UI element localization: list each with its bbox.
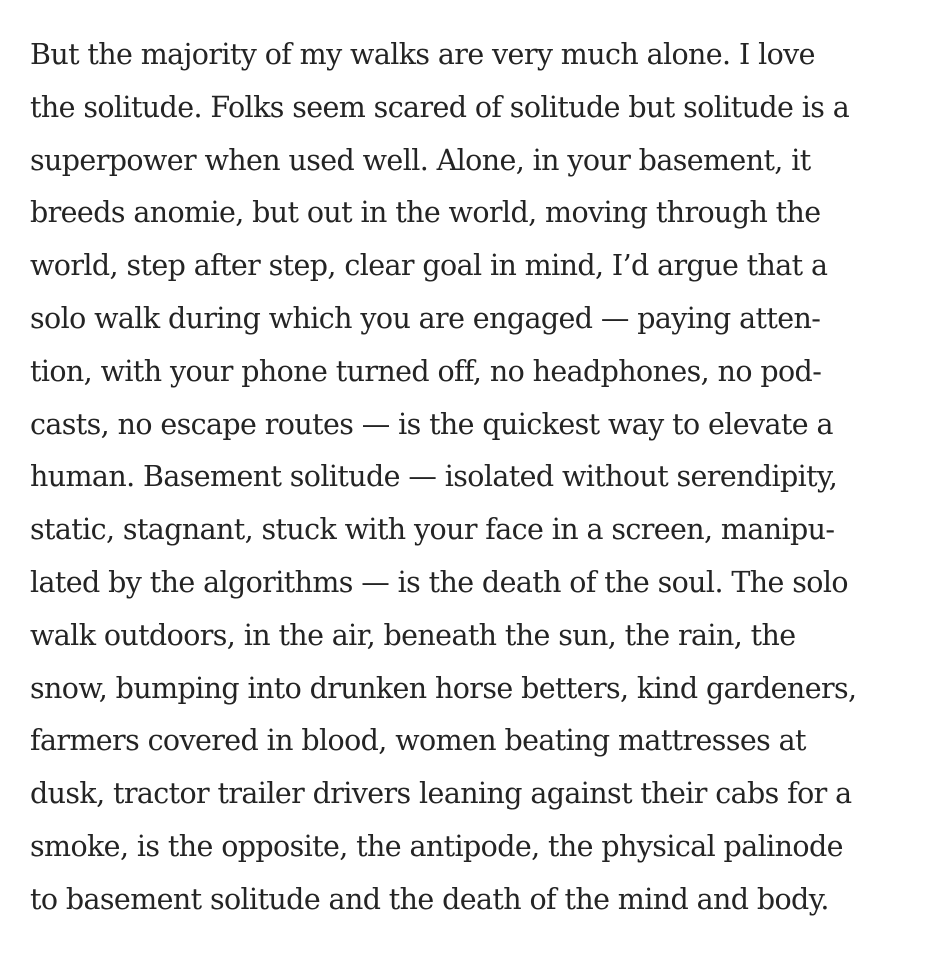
paragraph-line: walk outdoors, in the air, beneath the sun, the rain, the <box>30 618 796 652</box>
paragraph-line: human. Basement solitude — isolated without serendipity, <box>30 460 838 494</box>
paragraph-line: smoke, is the opposite, the antipode, the physical palinode <box>30 829 843 863</box>
paragraph-line: lated by the algorithms — is the death of the soul. The solo <box>30 565 848 599</box>
paragraph-line: the solitude. Folks seem scared of solitude but solitude is a <box>30 90 850 124</box>
paragraph-line: farmers covered in blood, women beating mattresses at <box>30 724 806 758</box>
paragraph-line: superpower when used well. Alone, in your basement, it <box>30 143 811 177</box>
paragraph-line: tion, with your phone turned off, no headphones, no pod- <box>30 354 822 388</box>
paragraph-line: solo walk during which you are engaged — paying atten- <box>30 301 821 335</box>
paragraph-line: to basement solitude and the death of the mind and body. <box>30 882 829 916</box>
paragraph-line: breeds anomie, but out in the world, moving through the <box>30 196 821 230</box>
paragraph-line: snow, bumping into drunken horse betters, kind gardeners, <box>30 671 857 705</box>
paragraph-line: casts, no escape routes — is the quickest way to elevate a <box>30 407 833 441</box>
paragraph-line: But the majority of my walks are very much alone. I love <box>30 38 815 71</box>
paragraph-line: dusk, tractor trailer drivers leaning against their cabs for a <box>30 777 852 811</box>
paragraph-line: static, stagnant, stuck with your face in a screen, manipu- <box>30 513 835 547</box>
paragraph-line: world, step after step, clear goal in mind, I’d argue that a <box>30 249 828 283</box>
article-paragraph <box>30 29 952 927</box>
